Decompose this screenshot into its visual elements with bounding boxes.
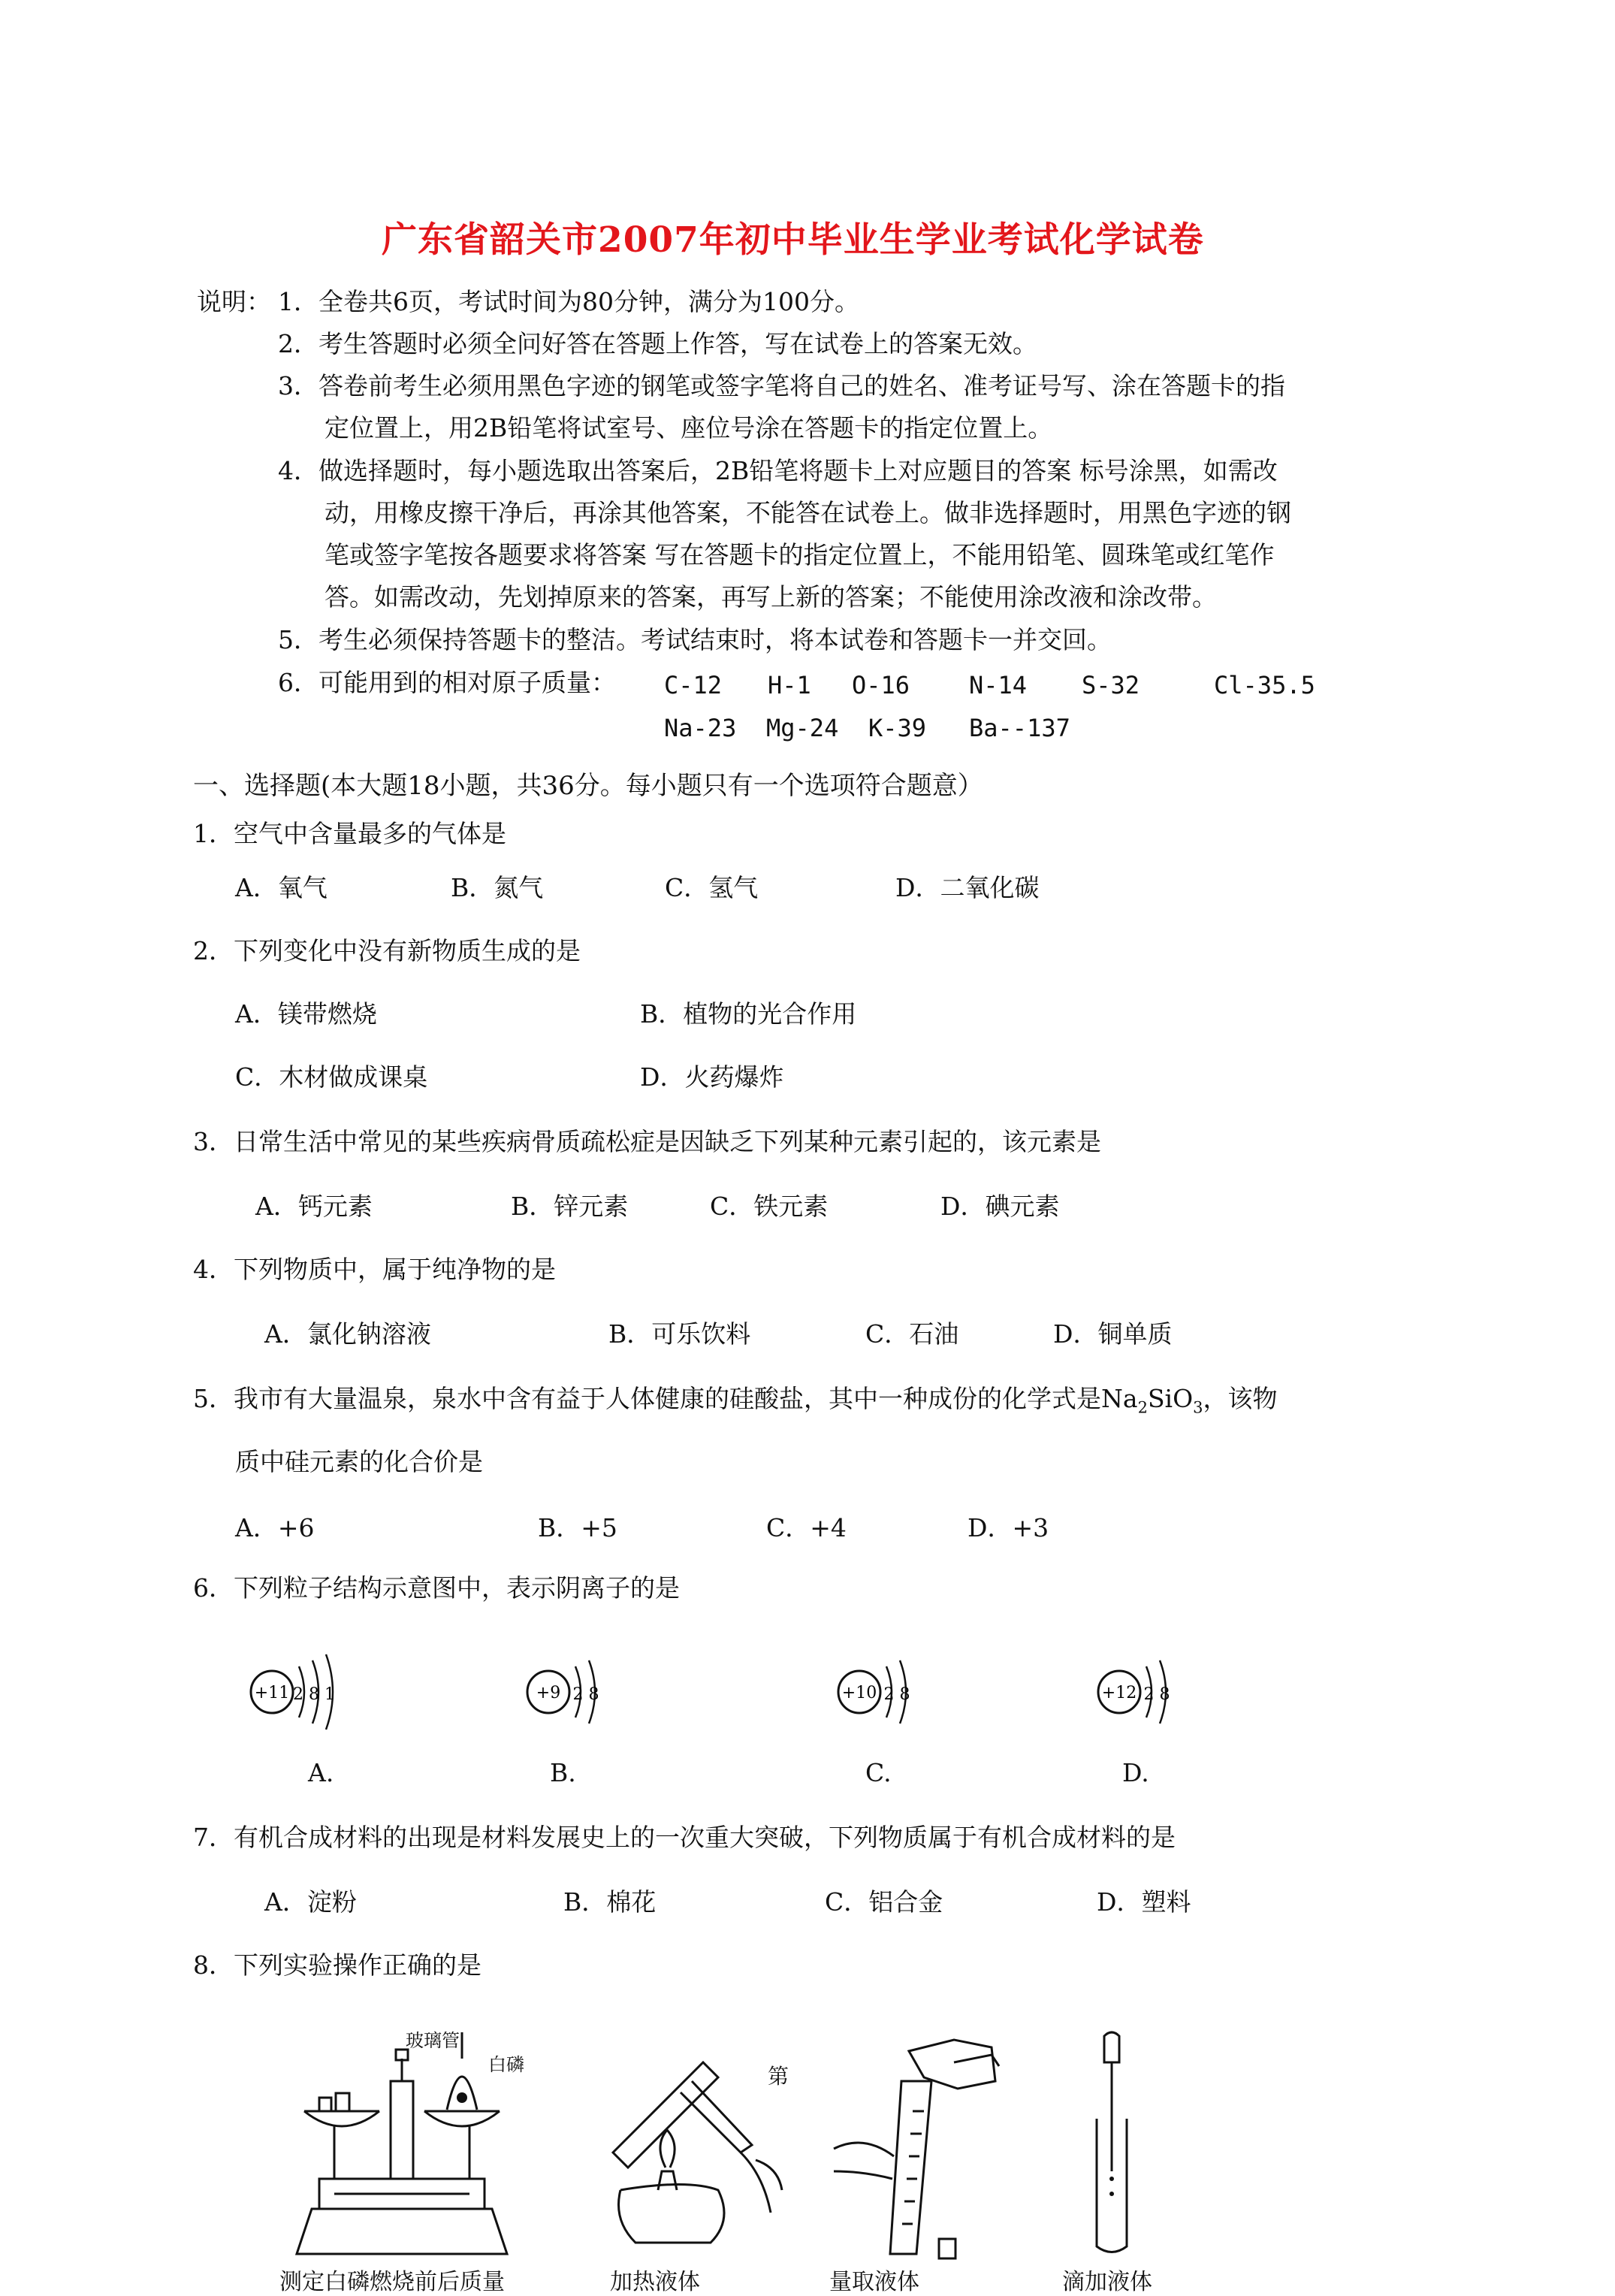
- formula-sub-2: 2: [1137, 1398, 1148, 1417]
- instruction-5: 5．考生必须保持答题卡的整洁。考试结束时，将本试卷和答题卡一并交回。: [278, 625, 1112, 654]
- caption-dropping: 滴加液体: [1062, 2269, 1152, 2295]
- flame: [660, 2130, 675, 2168]
- q8-stem: 8．下列实验操作正确的是: [193, 1950, 481, 1980]
- q5-option-b: B．+5: [538, 1513, 617, 1542]
- atom-diagram-a: [240, 1638, 346, 1736]
- graduated-cylinder: [890, 2081, 931, 2254]
- instruction-3: 3．答卷前考生必须用黑色字迹的钢笔或签字笔将自己的姓名、准考证号写、涂在答题卡的指: [278, 371, 1285, 400]
- q5-option-d: D．+3: [967, 1513, 1049, 1542]
- instruction-2: 2．考生答题时必须全问好答在答题上作答，写在试卷上的答案无效。: [278, 329, 1037, 358]
- caption-heating: 加热液体: [610, 2269, 700, 2295]
- stray-character: 第: [768, 2064, 789, 2089]
- right-pan: [424, 2111, 500, 2126]
- left-pan: [304, 2111, 379, 2126]
- electron-shells: 2 8: [883, 1685, 910, 1704]
- q4-option-b: B．可乐饮料: [608, 1319, 751, 1349]
- q2-option-d: D．火药爆炸: [640, 1062, 784, 1092]
- q3-option-c: C．铁元素: [710, 1192, 829, 1221]
- dropping-liquid-figure: [1059, 2029, 1164, 2261]
- q1-option-c: C．氢气: [665, 873, 759, 902]
- q5-stem: 5．我市有大量温泉，泉水中含有益于人体健康的硅酸盐，其中一种成份的化学式是: [193, 1384, 1101, 1413]
- formula-sio: SiO: [1147, 1384, 1194, 1413]
- q4-option-a: A．氯化钠溶液: [264, 1319, 431, 1349]
- q5-stem-line1: [193, 1384, 1278, 1423]
- q7-option-d: D．塑料: [1097, 1887, 1191, 1917]
- q3-option-b: B．锌元素: [511, 1192, 629, 1221]
- balance-figure: [289, 2029, 515, 2261]
- q3-option-d: D．碘元素: [940, 1192, 1060, 1221]
- q4-stem: 4．下列物质中，属于纯净物的是: [193, 1255, 556, 1284]
- instruction-4: 4．做选择题时，每小题选取出答案后，2B铅笔将题卡上对应题目的答案 标号涂黑，如需改: [278, 456, 1278, 485]
- measuring-liquid-figure: [819, 2021, 1014, 2269]
- instruction-3-cont: 定位置上，用2B铅笔将试室号、座位号涂在答题卡的指定位置上。: [325, 413, 1053, 443]
- q1-option-a: A．氧气: [235, 873, 328, 902]
- mass-cl: Cl-35.5: [1214, 671, 1315, 699]
- atom-label-c: C.: [865, 1758, 892, 1787]
- balance-column: [391, 2081, 413, 2179]
- label-glass-tube: 玻璃管: [406, 2030, 460, 2051]
- mass-na: Na-23: [664, 714, 737, 742]
- left-hand: [834, 2143, 894, 2156]
- formula-na: Na: [1101, 1384, 1138, 1413]
- q7-option-a: A．淀粉: [264, 1887, 357, 1917]
- q2-stem: 2．下列变化中没有新物质生成的是: [193, 936, 581, 965]
- q2-option-a: A．镁带燃烧: [235, 999, 377, 1029]
- nucleus-charge: +10: [841, 1684, 877, 1702]
- instruction-6: 6．可能用到的相对原子质量：: [278, 668, 616, 697]
- electron-shells: 2 8: [1143, 1685, 1170, 1704]
- q7-stem: 7．有机合成材料的出现是材料发展史上的一次重大突破，下列物质属于有机合成材料的是: [193, 1823, 1176, 1852]
- heating-liquid-figure: [590, 2040, 786, 2265]
- alcohol-lamp: [619, 2185, 725, 2243]
- atom-label-b: B.: [550, 1758, 576, 1787]
- nucleus-charge: +9: [536, 1684, 561, 1702]
- nucleus-charge: +12: [1101, 1684, 1137, 1702]
- mass-mg: Mg-24: [766, 714, 839, 742]
- q5-stem-tail: ，该物: [1203, 1384, 1278, 1413]
- instruction-1: 1．全卷共6页，考试时间为80分钟，满分为100分。: [278, 287, 859, 316]
- q5-option-a: A．+6: [235, 1513, 315, 1542]
- atom-diagram-d: [1088, 1638, 1193, 1736]
- q5-stem-line2: 质中硅元素的化合价是: [235, 1447, 483, 1476]
- mass-ba: Ba--137: [969, 714, 1070, 742]
- q2-option-b: B．植物的光合作用: [640, 999, 857, 1029]
- q4-option-c: C．石油: [865, 1319, 959, 1349]
- atom-diagram-b: [517, 1638, 622, 1736]
- section-heading: 一、选择题(本大题18小题，共36分。每小题只有一个选项符合题意）: [193, 771, 983, 801]
- q1-option-d: D．二氧化碳: [895, 873, 1040, 902]
- electron-shells: 2 8: [572, 1685, 599, 1704]
- page-title: 广东省韶关市2007年初中毕业生学业考试化学试卷: [382, 219, 1204, 261]
- dropper-bulb: [1104, 2032, 1119, 2062]
- q5-option-c: C．+4: [766, 1513, 847, 1542]
- electron-shells: 2 8 1: [293, 1685, 335, 1704]
- white-phosphorus-dot: [457, 2092, 467, 2103]
- q1-option-b: B．氮气: [451, 873, 544, 902]
- instruction-4-cont-2: 笔或签字笔按各题要求将答案 写在答题卡的指定位置上，不能用铅笔、圆珠笔或红笔作: [325, 540, 1275, 569]
- mass-n: N-14: [969, 671, 1028, 699]
- mass-h: H-1: [768, 671, 811, 699]
- mass-s: S-32: [1082, 671, 1140, 699]
- q3-stem: 3．日常生活中常见的某些疾病骨质疏松症是因缺乏下列某种元素引起的，该元素是: [193, 1127, 1101, 1156]
- instructions-label: 说明：: [197, 287, 271, 316]
- atom-label-d: D.: [1122, 1758, 1149, 1787]
- q5-formula: [1101, 1384, 1203, 1417]
- mass-o: O-16: [852, 671, 910, 699]
- mass-k: K-39: [868, 714, 927, 742]
- instruction-4-cont-3: 答。如需改动，先划掉原来的答案，再写上新的答案；不能使用涂改液和涂改带。: [325, 582, 1217, 612]
- label-white-phosphorus: 白磷: [488, 2054, 524, 2075]
- caption-measuring: 量取液体: [829, 2269, 919, 2295]
- tube-holder: [681, 2081, 752, 2152]
- small-beaker: [939, 2239, 955, 2258]
- q3-option-a: A．钙元素: [255, 1192, 373, 1221]
- hand: [741, 2152, 771, 2213]
- caption-balance: 测定白磷燃烧前后质量: [279, 2269, 505, 2295]
- mass-c: C-12: [664, 671, 723, 699]
- q1-stem: 1．空气中含量最多的气体是: [193, 819, 506, 848]
- q2-option-c: C．木材做成课桌: [235, 1062, 428, 1092]
- formula-sub-3: 3: [1193, 1398, 1203, 1417]
- q7-option-c: C．铝合金: [825, 1887, 943, 1917]
- balance-base: [297, 2209, 507, 2254]
- atom-diagram-c: [828, 1638, 933, 1736]
- q4-option-d: D．铜单质: [1053, 1319, 1173, 1349]
- q6-stem: 6．下列粒子结构示意图中，表示阴离子的是: [193, 1573, 680, 1603]
- instruction-4-cont-1: 动，用橡皮擦干净后，再涂其他答案，不能答在试卷上。做非选择题时，用黑色字迹的钢: [325, 498, 1291, 527]
- q7-option-b: B．棉花: [563, 1887, 657, 1917]
- atom-label-a: A.: [308, 1758, 334, 1787]
- nucleus-charge: +11: [254, 1684, 290, 1702]
